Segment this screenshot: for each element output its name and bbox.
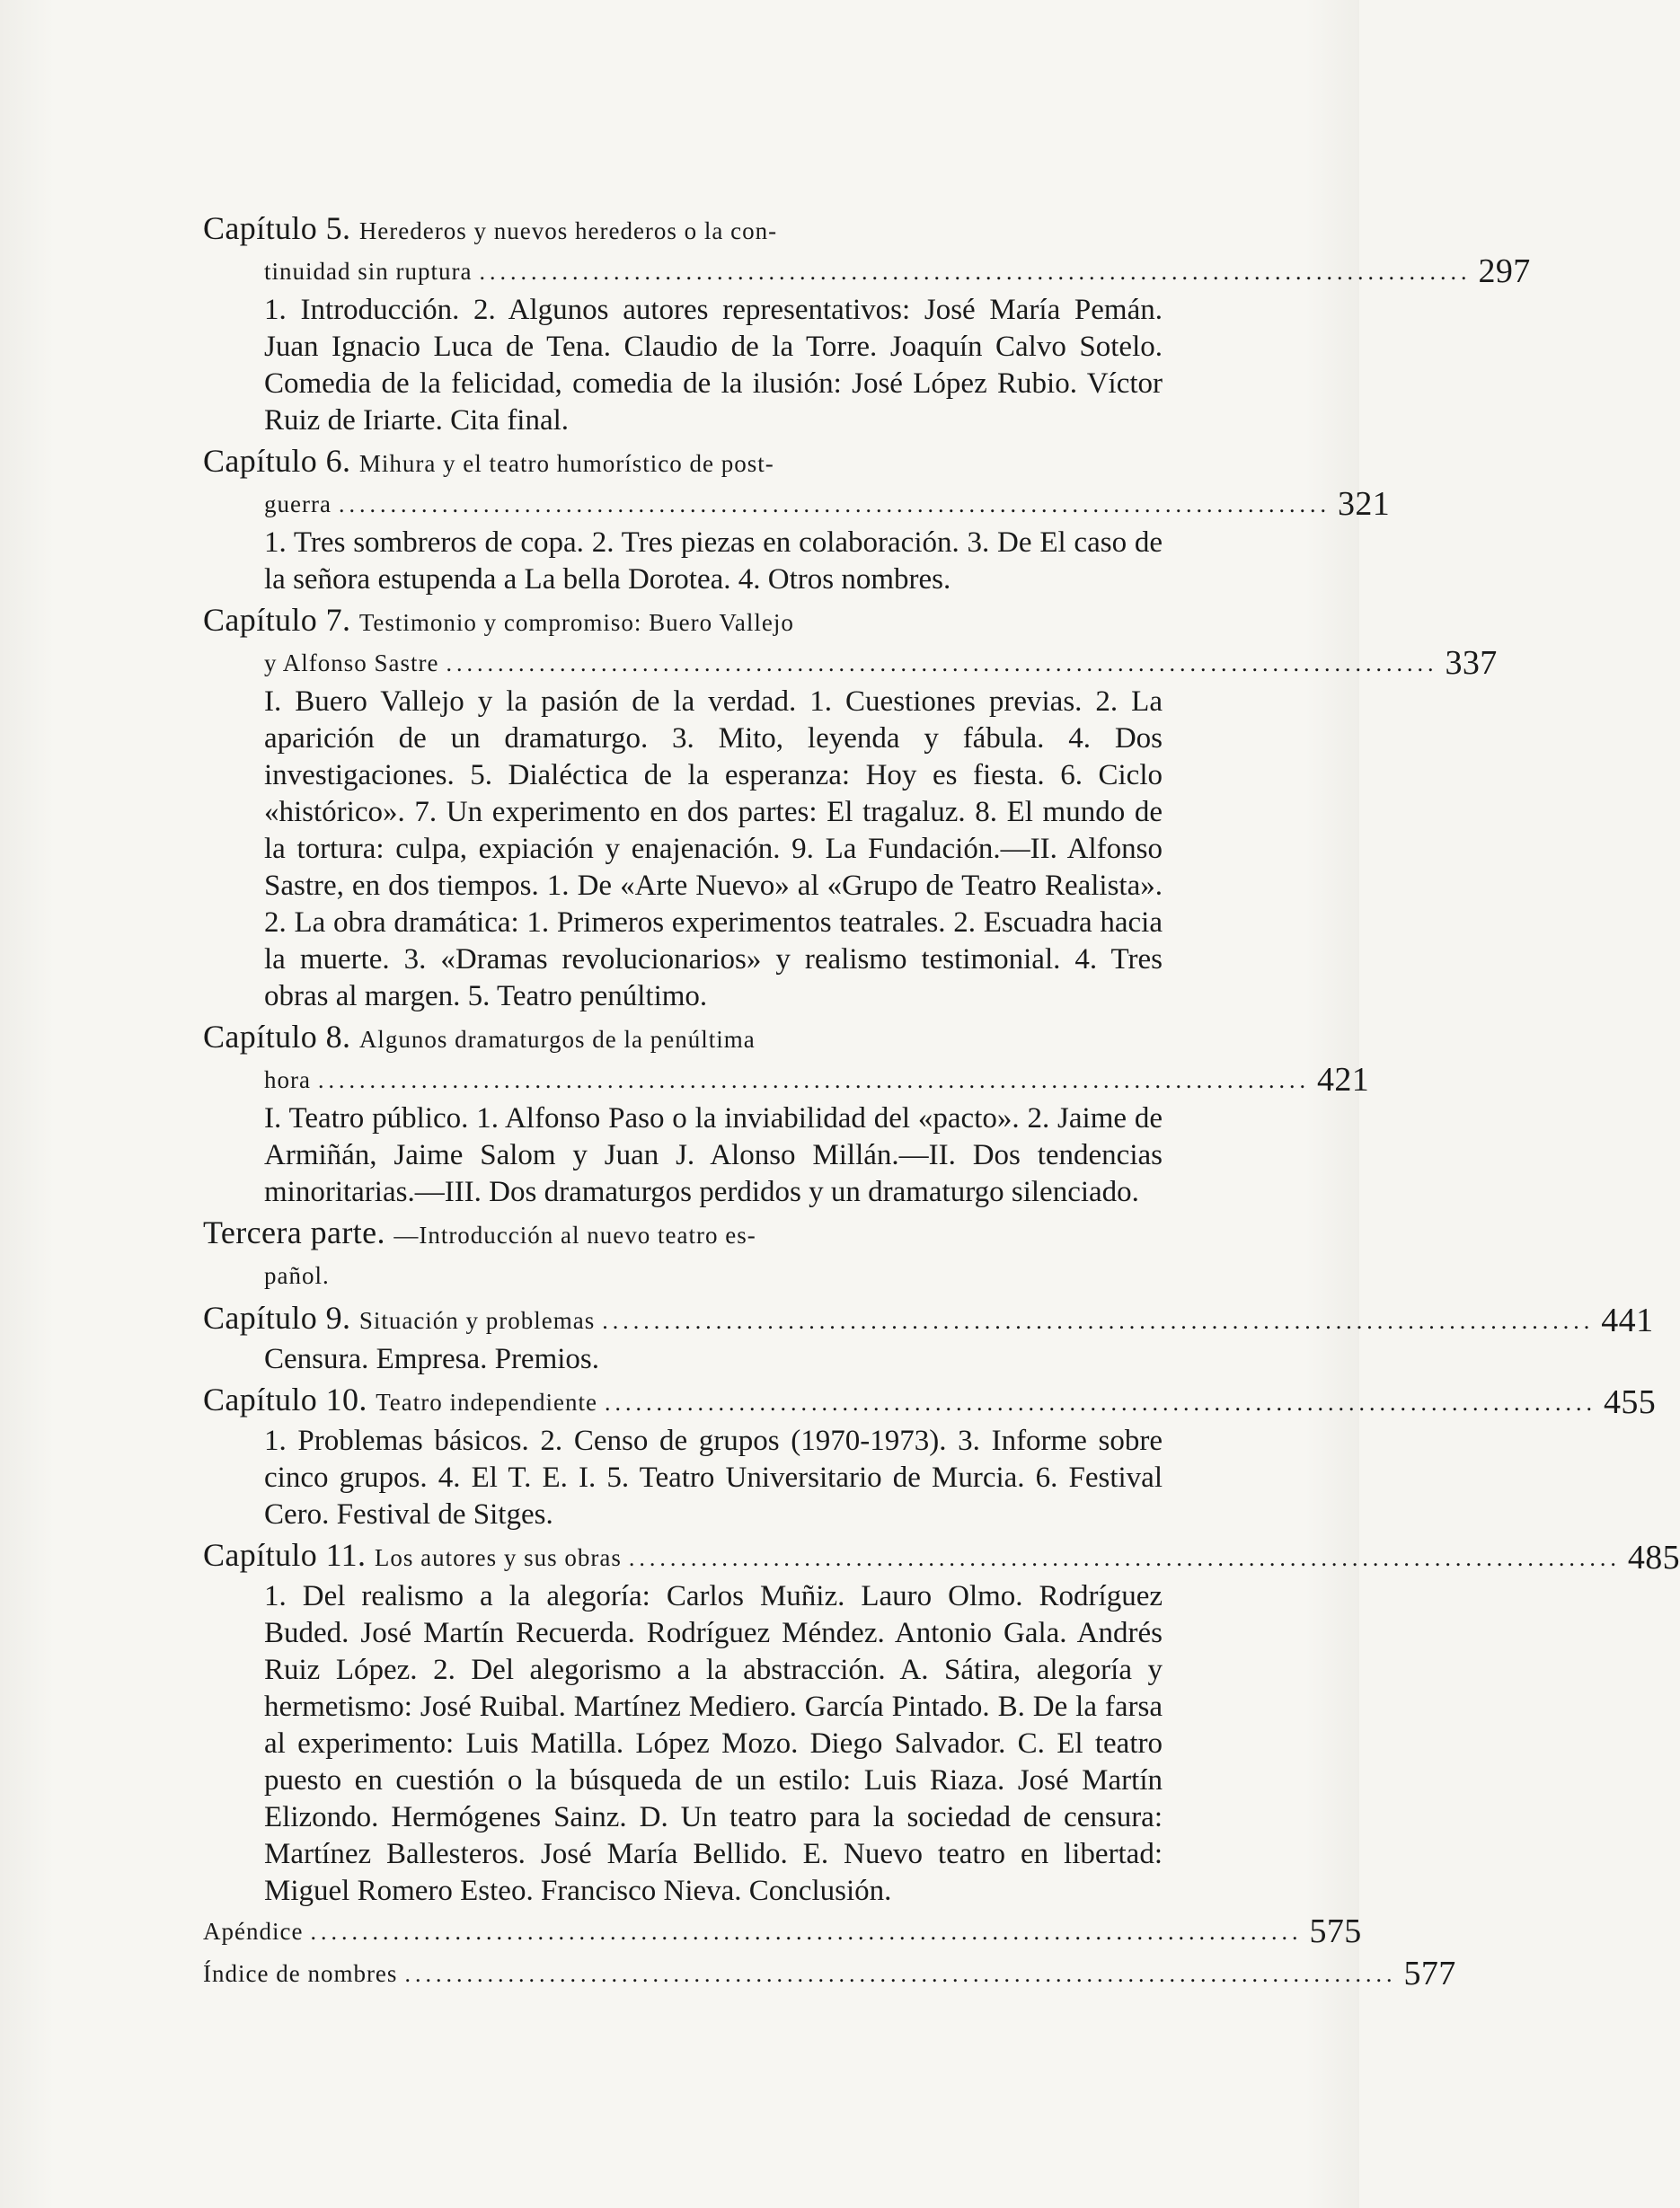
toc-entry-appendix (203, 1912, 1362, 1952)
chapter-heading-leader (203, 1060, 1370, 1100)
dot-leader: ................................................................................................ (404, 1961, 1397, 1987)
chapter-title: Teatro independiente (376, 1389, 597, 1416)
chapter-contents: 1. Problemas básicos. 2. Censo de grupos (1970-1973). 3. Informe sobre cinco grupos. 4. El T. E. I. 5. Teatro Universitario de Murcia. 6. Festival Cero. Festival de Sitges. (264, 1425, 1163, 1531)
index-title: Índice de nombres (203, 1960, 398, 1987)
toc-entry-chapter-10 (203, 1380, 1657, 1533)
chapter-contents: 1. Introducción. 2. Algunos autores representativos: José María Pemán. Juan Ignacio Luca de Tena. Claudio de la Torre. Joaquín Calvo Sotelo. Comedia de la felicidad, comedia de la ilusión: José López Rubio. Víctor Ruiz de Iriarte. Cita final. (264, 294, 1163, 437)
dot-leader: ................................................................................................ (446, 650, 1438, 676)
chapter-contents: I. Teatro público. 1. Alfonso Paso o la inviabilidad del «pacto». 2. Jaime de Armiñán, Jaime Salom y Juan J. Alonso Millán.—II. Dos tendencias minoritarias.—III. Dos dramaturgos perdidos y un dramaturgo silenciado. (264, 1102, 1163, 1208)
chapter-label: Capítulo 8. (203, 1019, 351, 1055)
toc-entry-chapter-7 (203, 600, 1498, 1015)
chapter-label: Capítulo 9. (203, 1300, 351, 1336)
table-of-contents (203, 208, 1680, 1996)
page-number: 297 (1478, 252, 1531, 290)
chapter-heading (203, 600, 1175, 643)
part-label: Tercera parte. (203, 1214, 385, 1250)
page-number: 485 (1627, 1539, 1680, 1577)
chapter-contents: Censura. Empresa. Premios. (264, 1343, 600, 1375)
toc-entry-index (203, 1954, 1456, 1994)
page-number: 575 (1309, 1912, 1362, 1950)
toc-part-heading (203, 1213, 1175, 1296)
dot-leader: ................................................................................................ (604, 1390, 1596, 1416)
page-number: 337 (1445, 644, 1498, 682)
appendix-title: Apéndice (203, 1918, 304, 1945)
page-number: 421 (1316, 1061, 1370, 1099)
page-number: 577 (1403, 1955, 1456, 1992)
chapter-title: Situación y problemas (358, 1307, 596, 1334)
chapter-heading-leader (203, 643, 1498, 684)
chapter-title-line1: Algunos dramaturgos de la penúltima (358, 1026, 756, 1053)
dot-leader: ................................................................................................ (479, 259, 1472, 285)
dot-leader: ................................................................................................ (602, 1308, 1595, 1334)
chapter-label: Capítulo 5. (203, 210, 351, 246)
chapter-title-line2: hora (264, 1066, 311, 1093)
toc-entry-chapter-8 (203, 1017, 1370, 1211)
chapter-heading (203, 441, 1175, 484)
dot-leader: ................................................................................................ (628, 1545, 1621, 1571)
toc-entry-chapter-5 (203, 208, 1531, 439)
part-title-line1: —Introducción al nuevo teatro es- (393, 1222, 756, 1249)
page-number: 321 (1337, 485, 1391, 523)
chapter-heading-leader (203, 252, 1531, 292)
chapter-label: Capítulo 7. (203, 602, 351, 638)
chapter-title: Los autores y sus obras (374, 1544, 622, 1571)
chapter-label: Capítulo 6. (203, 443, 351, 479)
chapter-label: Capítulo 10. (203, 1382, 367, 1418)
part-title-line2: pañol. (264, 1262, 330, 1289)
chapter-heading (203, 1017, 1175, 1060)
chapter-contents: 1. Tres sombreros de copa. 2. Tres piezas en colaboración. 3. De El caso de la señora estupenda a La bella Dorotea. 4. Otros nombres. (264, 526, 1163, 596)
toc-entry-chapter-9 (203, 1298, 1654, 1378)
toc-entry-chapter-6 (203, 441, 1391, 598)
chapter-title-line2: guerra (264, 490, 332, 517)
chapter-heading (203, 1298, 1654, 1341)
chapter-heading (203, 1380, 1657, 1423)
chapter-heading (203, 1535, 1680, 1578)
chapter-heading (203, 208, 1175, 252)
dot-leader: ................................................................................................ (338, 491, 1331, 517)
chapter-title-line2: tinuidad sin ruptura (264, 258, 473, 285)
chapter-title-line1: Mihura y el teatro humorístico de post- (358, 450, 774, 477)
chapter-title-line1: Testimonio y compromiso: Buero Vallejo (358, 609, 794, 636)
chapter-title-line2: y Alfonso Sastre (264, 649, 439, 676)
chapter-label: Capítulo 11. (203, 1537, 367, 1573)
chapter-contents: I. Buero Vallejo y la pasión de la verdad. 1. Cuestiones previas. 2. La aparición de un dramaturgo. 3. Mito, leyenda y fábula. 4. Dos investigaciones. 5. Dialéctica de la esperanza: Hoy es fiesta. 6. Ciclo «histórico». 7. Un experimento en dos partes: El tragaluz. 8. El mundo de la tortura: culpa, expiación y enajenación. 9. La Fundación.—II. Alfonso Sastre, en dos tiempos. 1. De «Arte Nuevo» al «Grupo de Teatro Realista». 2. La obra dramática: 1. Primeros experimentos teatrales. 2. Escuadra hacia la muerte. 3. «Dramas revolucionarios» y realismo testimonial. 4. Tres obras al margen. 5. Teatro penúltimo. (264, 685, 1163, 1012)
toc-entry-chapter-11 (203, 1535, 1680, 1910)
page-number: 441 (1601, 1302, 1654, 1339)
chapter-title-line1: Herederos y nuevos herederos o la con- (358, 217, 778, 244)
page-number: 455 (1603, 1383, 1657, 1421)
dot-leader: ................................................................................................ (317, 1067, 1310, 1093)
chapter-contents: 1. Del realismo a la alegoría: Carlos Muñiz. Lauro Olmo. Rodríguez Buded. José Martín Recuerda. Rodríguez Méndez. Antonio Gala. Andrés Ruiz López. 2. Del alegorismo a la abstracción. A. Sátira, alegoría y hermetismo: José Ruibal. Martínez Mediero. García Pintado. B. De la farsa al experimento: Luis Matilla. López Mozo. Diego Salvador. C. El teatro puesto en cuestión o la búsqueda de un estilo: Luis Riaza. José Martín Elizondo. Hermógenes Sainz. D. Un teatro para la sociedad de censura: Martínez Ballesteros. José María Bellido. E. Nuevo teatro en libertad: Miguel Romero Esteo. Francisco Nieva. Conclusión. (264, 1580, 1163, 1907)
chapter-heading-leader (203, 484, 1391, 525)
dot-leader: ................................................................................................ (310, 1919, 1303, 1945)
